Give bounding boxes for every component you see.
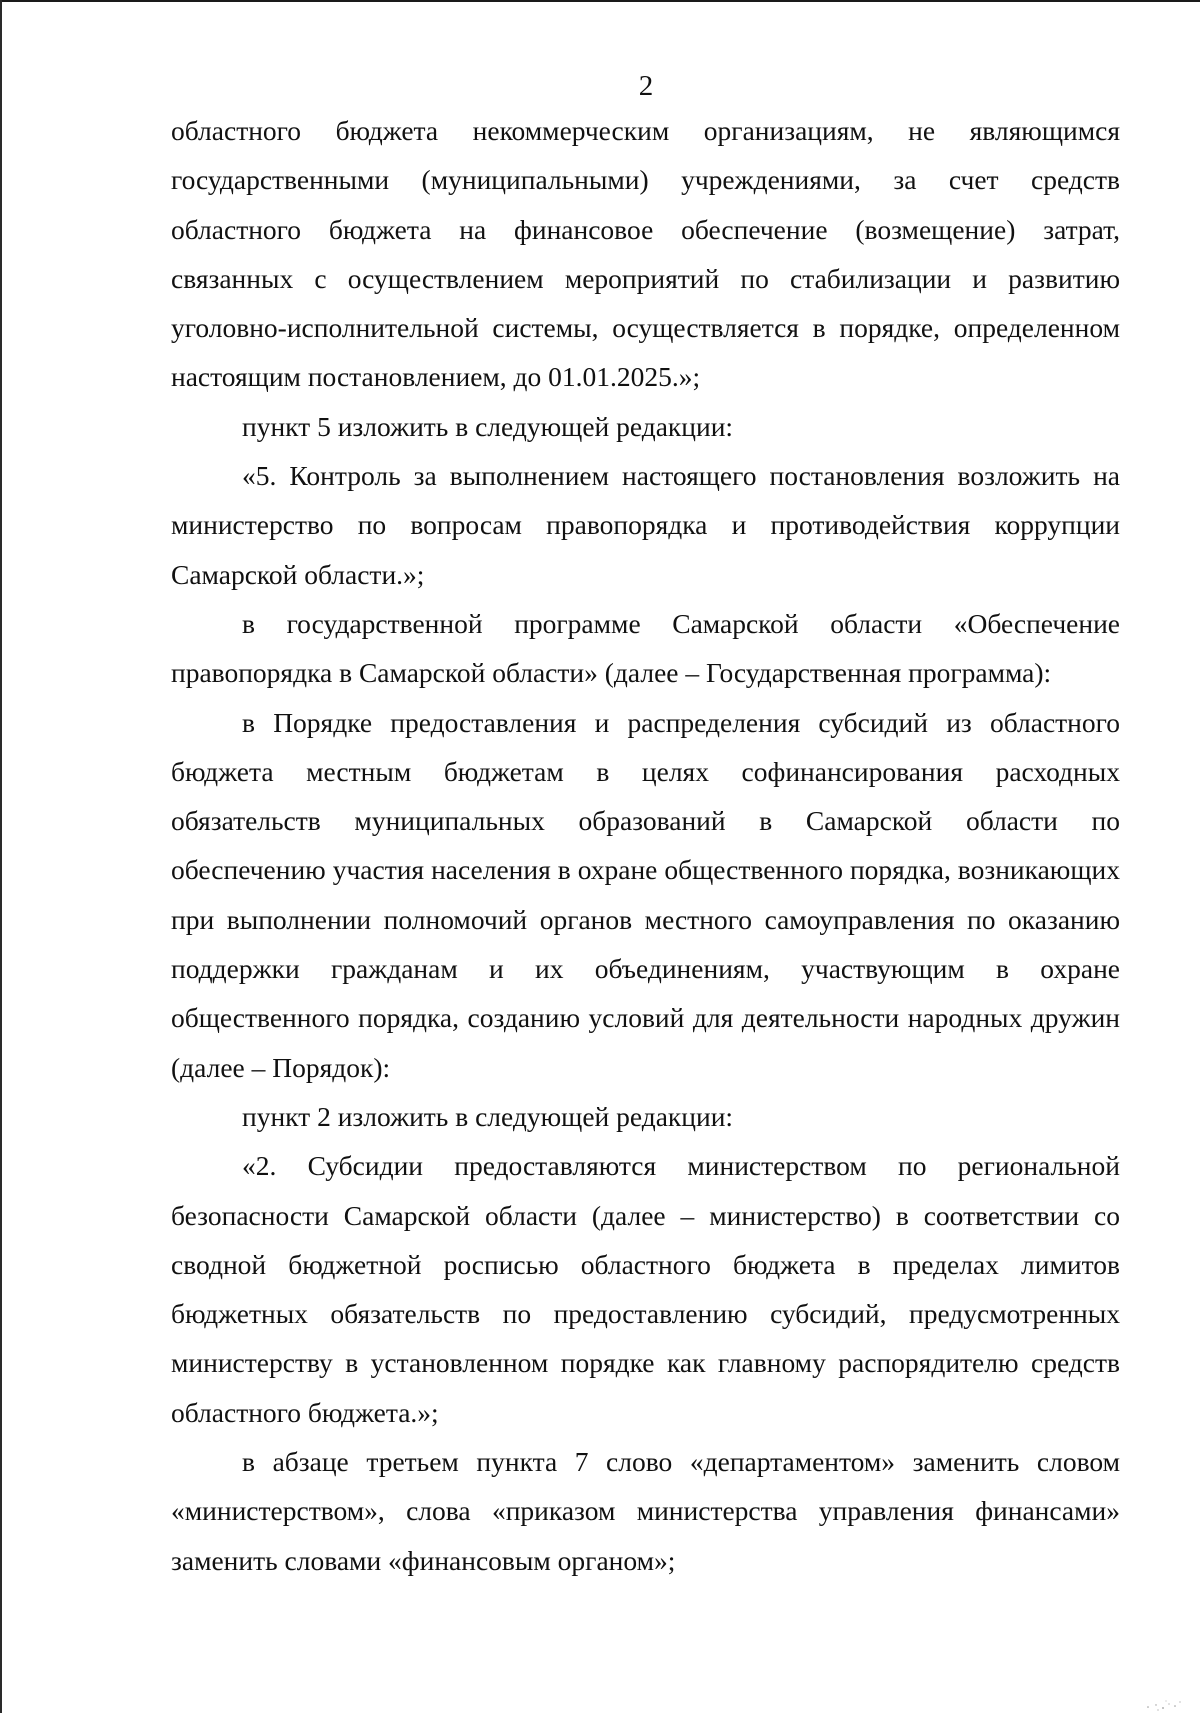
- paragraph: в абзаце третьем пункта 7 слово «департаментом» заменить словом «министерством», слова «приказом министерства управления финансами» заменить словами «финансовым органом»;: [171, 1446, 1120, 1576]
- paragraph: «2. Субсидии предоставляются министерством по региональной безопасности Самарской области (далее – министерство) в соответствии со сводной бюджетной росписью областного бюджета в пределах лимитов бюджетных обязательств по предоставлению субсидий, предусмотренных министерству в установленном порядке как главному распорядителю средств областного бюджета.»;: [171, 1150, 1120, 1428]
- paragraph: в государственной программе Самарской области «Обеспечение правопорядка в Самарской области» (далее – Государственная программа):: [171, 607, 1120, 689]
- paragraph: областного бюджета некоммерческим организациям, не являющимся государственными (муниципальными) учреждениями, за счет средств областного бюджета на финансовое обеспечение (возмещение) затрат, связанных с осуществлением мероприятий по стабилизации и развитию уголовно-исполнительной системы, осуществляется в порядке, определенном настоящим постановлением, до 01.01.2025.»;: [171, 115, 1120, 393]
- paragraph: «5. Контроль за выполнением настоящего постановления возложить на министерство по вопросам правопорядка и противодействия коррупции Самарской области.»;: [171, 460, 1120, 590]
- paragraph: пункт 2 изложить в следующей редакции:: [242, 1100, 734, 1132]
- page-number: 2: [638, 70, 654, 102]
- scan-noise: [1048, 1693, 1188, 1713]
- document-body: [171, 106, 1120, 1585]
- paragraph: в Порядке предоставления и распределения субсидий из областного бюджета местным бюджетам в целях софинансирования расходных обязательств муниципальных образований в Самарской области по обеспечению участия населения в охране общественного порядка, возникающих при выполнении полномочий органов местного самоуправления по оказанию поддержки гражданам и их объединениям, участвующим в охране общественного порядка, созданию условий для деятельности народных дружин (далее – Порядок):: [171, 706, 1120, 1083]
- scan-edge-top: [0, 0, 1200, 2]
- paragraph: пункт 5 изложить в следующей редакции:: [242, 410, 734, 442]
- scan-edge-left: [0, 0, 2, 1713]
